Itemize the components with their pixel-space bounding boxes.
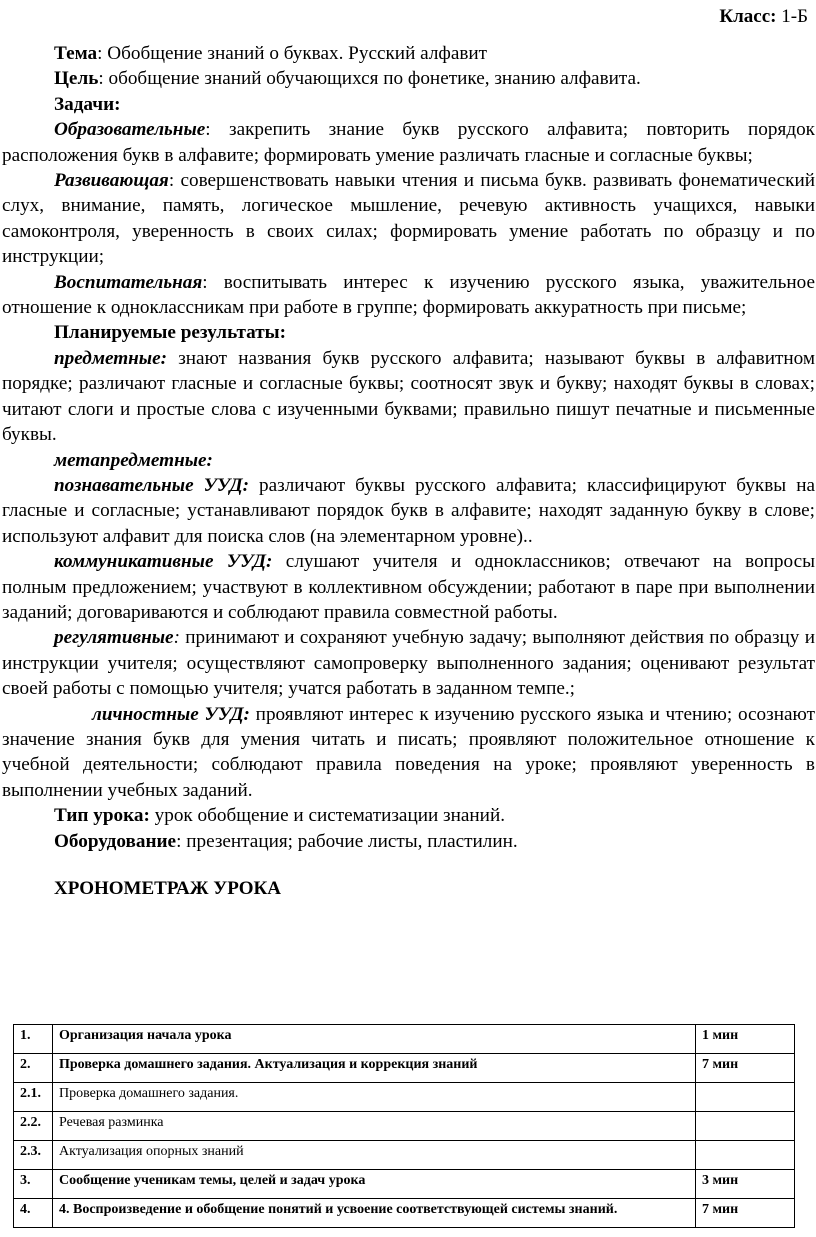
- row-number: 2.: [14, 1054, 53, 1083]
- row-duration: 3 мин: [696, 1170, 795, 1199]
- goal-value: : обобщение знаний обучающихся по фонетике, знанию алфавита.: [98, 68, 641, 90]
- planned-results-heading: [2, 320, 815, 345]
- table-row: [14, 1083, 795, 1112]
- upbringing-label: Воспитательная: [54, 271, 203, 293]
- regulatory-uud-colon: :: [173, 627, 180, 649]
- row-stage: Организация начала урока: [53, 1025, 696, 1054]
- lesson-type-label: Тип урока:: [54, 805, 150, 827]
- row-number: 1.: [14, 1025, 53, 1054]
- row-stage: Проверка домашнего задания. Актуализация и коррекция знаний: [53, 1054, 696, 1083]
- personal-uud: [2, 702, 815, 804]
- table-row: [14, 1170, 795, 1199]
- row-stage: Речевая разминка: [53, 1112, 696, 1141]
- developmental-value: : совершенствовать навыки чтения и письма букв. развивать фонематический слух, внимание, память, логическое мышление, речевую активность учащихся, навыки самоконтроля, уверенность в своих силах; формировать умение работать по образцу и по инструкции;: [2, 170, 815, 268]
- topic-label: Тема: [54, 43, 98, 64]
- row-stage: Актуализация опорных знаний: [53, 1141, 696, 1170]
- row-number: 2.1.: [14, 1083, 53, 1112]
- developmental-task: [2, 168, 815, 270]
- table-row: [14, 1112, 795, 1141]
- regulatory-uud-label: регулятивные: [54, 627, 174, 649]
- topic-line: [2, 41, 815, 66]
- tasks-heading: [2, 92, 815, 117]
- class-label-key: Класс:: [719, 6, 777, 27]
- cognitive-uud: [2, 473, 815, 549]
- communicative-uud-value: слушают учителя и одноклассников; отвечают на вопросы полным предложением; участвуют в коллективном обсуждении; работают в паре при выполнении заданий; договариваются и соблюдают правила совместной работы.: [2, 551, 816, 623]
- row-number: 4.: [14, 1199, 53, 1228]
- lesson-type-value: урок обобщение и систематизации знаний.: [149, 805, 506, 827]
- row-stage: Проверка домашнего задания.: [53, 1083, 696, 1112]
- row-duration: [696, 1141, 795, 1170]
- class-label-value: 1-Б: [781, 6, 808, 27]
- lesson-type: [2, 803, 815, 828]
- regulatory-uud-value: принимают и сохраняют учебную задачу; выполняют действия по образцу и инструкции учителя; осуществляют самопроверку выполненного задания; оценивают результат своей работы с помощью учителя; учатся работать в заданном темпе.;: [2, 627, 815, 700]
- lesson-plan-body: [2, 41, 815, 901]
- cognitive-uud-value: различают буквы русского алфавита; классифицируют буквы на гласные и согласные; устанавливают порядок букв в алфавите; находят заданную букву в слове; используют алфавит для поиска слов (на элементарном уровне)..: [2, 474, 815, 547]
- metasubject-label: метапредметные:: [54, 449, 213, 471]
- equipment-value: : презентация; рабочие листы, пластилин.: [176, 830, 518, 852]
- row-duration: 1 мин: [696, 1025, 795, 1054]
- goal-line: [2, 66, 815, 91]
- row-stage: Сообщение ученикам темы, целей и задач урока: [53, 1170, 696, 1199]
- class-label: [719, 6, 808, 28]
- row-stage: 4. Воспроизведение и обобщение понятий и усвоение соответствующей системы знаний.: [53, 1199, 696, 1228]
- tasks-label: Задачи:: [54, 93, 121, 115]
- topic-value: : Обобщение знаний о буквах. Русский алфавит: [97, 43, 488, 64]
- equipment: [2, 829, 815, 854]
- row-duration: 7 мин: [696, 1054, 795, 1083]
- regulatory-uud: [2, 625, 815, 701]
- goal-label: Цель: [54, 68, 99, 90]
- personal-uud-value: проявляют интерес к изучению русского языка и чтению; осознают значение знания букв для умения читать и писать; проявляют положительное отношение к учебной деятельности; соблюдают правила поведения на уроке; проявляют уверенность в выполнении учебных заданий.: [2, 703, 815, 801]
- communicative-uud: [2, 549, 815, 625]
- educational-task: [2, 117, 815, 168]
- row-duration: 7 мин: [696, 1199, 795, 1228]
- table-row: [14, 1199, 795, 1228]
- developmental-label: Развивающая: [54, 170, 169, 192]
- planned-results-label: Планируемые результаты:: [54, 322, 287, 344]
- row-number: 3.: [14, 1170, 53, 1199]
- chronometry-table-body: [14, 1025, 795, 1228]
- subject-results-value: знают названия букв русского алфавита; называют буквы в алфавитном порядке; различают гласные и согласные буквы; соотносят звук и букву; находят буквы в словах; читают слоги и простые слова с изученными буквами; правильно пишут печатные и письменные буквы.: [2, 347, 815, 446]
- table-row: [14, 1141, 795, 1170]
- equipment-label: Оборудование: [54, 830, 177, 852]
- metasubject-heading: [2, 448, 815, 473]
- chronometry-table: [13, 1024, 795, 1228]
- upbringing-value: : воспитывать интерес к изучению русского языка, уважительное отношение к одноклассникам при работе в группе; формировать аккуратность при письме;: [2, 271, 815, 319]
- chronometry-title: ХРОНОМЕТРАЖ УРОКА: [54, 878, 281, 899]
- educational-value: : закрепить знание букв русского алфавита; повторить порядок расположения букв в алфавите; формировать умение различать гласные и согласные буквы;: [2, 119, 815, 166]
- table-row: [14, 1025, 795, 1054]
- upbringing-task: [2, 270, 815, 321]
- communicative-uud-label: коммуникативные УУД:: [54, 551, 273, 573]
- row-number: 2.3.: [14, 1141, 53, 1170]
- row-number: 2.2.: [14, 1112, 53, 1141]
- personal-uud-label: личностные УУД:: [92, 703, 250, 725]
- cognitive-uud-label: познавательные УУД:: [54, 474, 250, 496]
- row-duration: [696, 1083, 795, 1112]
- subject-results: [2, 346, 815, 448]
- table-row: [14, 1054, 795, 1083]
- row-duration: [696, 1112, 795, 1141]
- educational-label: Образовательные: [54, 119, 206, 141]
- subject-results-label: предметные:: [54, 347, 168, 369]
